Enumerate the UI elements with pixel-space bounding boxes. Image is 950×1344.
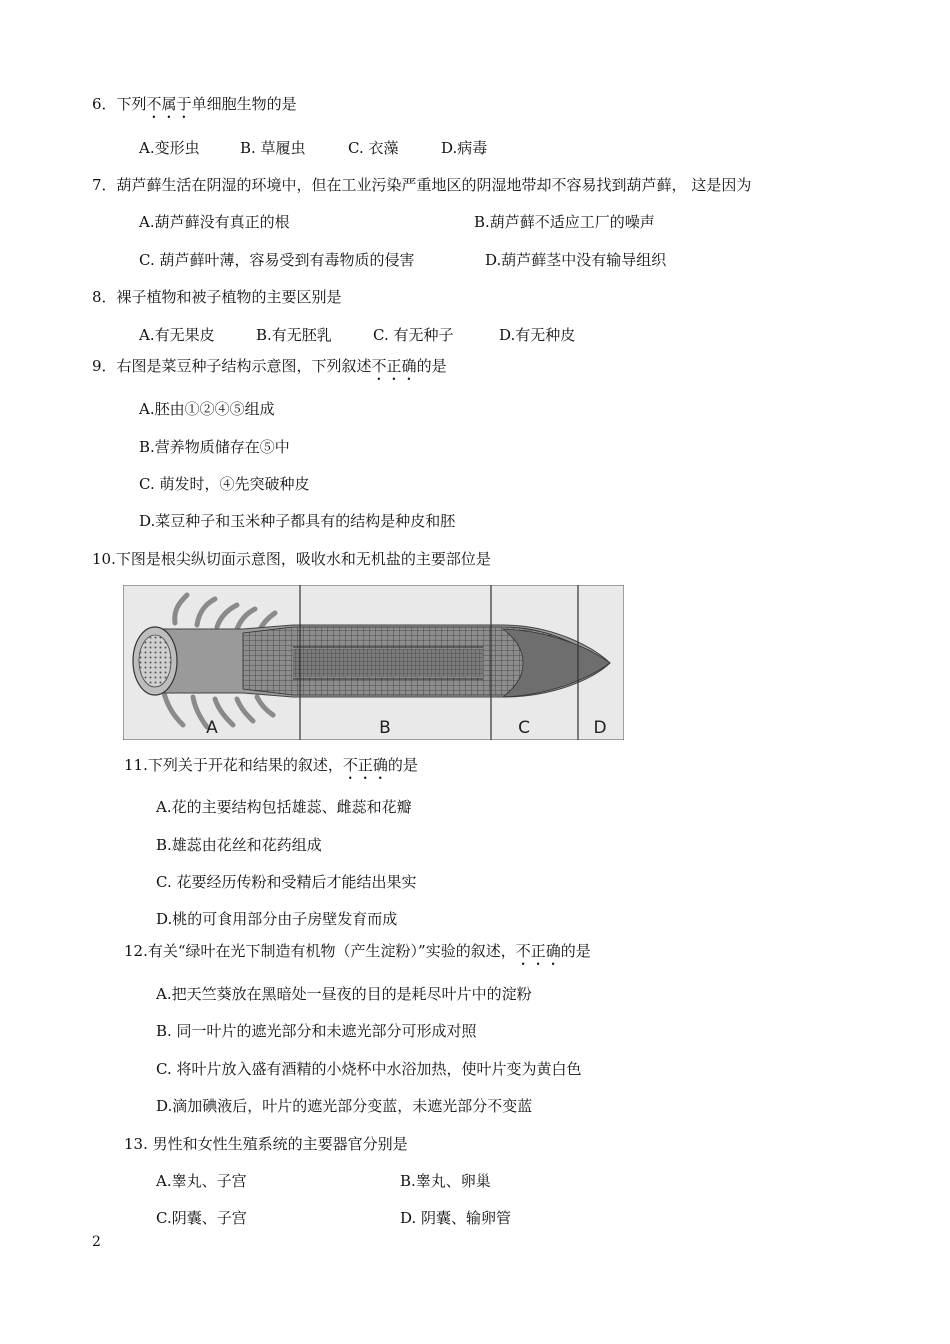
q12-stem: 12.有关“绿叶在光下制造有机物（产生淀粉）”实验的叙述，不正确的是 <box>124 942 591 960</box>
root-tip-diagram <box>123 585 624 740</box>
q6-option-c: C. 衣藻 <box>348 139 399 157</box>
q6-option-d: D.病毒 <box>441 139 488 157</box>
q9-option-b: B.营养物质储存在⑤中 <box>139 438 290 456</box>
q12-option-c: C. 将叶片放入盛有酒精的小烧杯中水浴加热，使叶片变为黄白色 <box>156 1060 582 1078</box>
q8-option-c: C. 有无种子 <box>373 326 454 344</box>
q7-stem: 7．葫芦藓生活在阴湿的环境中，但在工业污染严重地区的阴湿地带却不容易找到葫芦藓， 这是因为 <box>92 176 752 194</box>
q6-option-b: B. 草履虫 <box>240 139 306 157</box>
q13-stem: 13. 男性和女性生殖系统的主要器官分别是 <box>124 1135 408 1153</box>
q10-stem: 10.下图是根尖纵切面示意图，吸收水和无机盐的主要部位是 <box>92 550 491 568</box>
q9-option-a: A.胚由①②④⑤组成 <box>139 400 275 418</box>
diagram-label-a: A <box>206 718 218 738</box>
q8-option-b: B.有无胚乳 <box>256 326 332 344</box>
q9-stem: 9．右图是菜豆种子结构示意图，下列叙述不正确的是 <box>92 357 447 375</box>
q12-option-d: D.滴加碘液后，叶片的遮光部分变蓝，未遮光部分不变蓝 <box>156 1097 533 1115</box>
diagram-label-c: C <box>518 718 530 738</box>
q6-stem: 6．下列不属于单细胞生物的是 <box>92 95 297 113</box>
q12-option-a: A.把天竺葵放在黑暗处一昼夜的目的是耗尽叶片中的淀粉 <box>156 985 532 1003</box>
diagram-label-b: B <box>379 718 391 738</box>
q7-option-b: B.葫芦藓不适应工厂的噪声 <box>474 213 655 231</box>
q12-option-b: B. 同一叶片的遮光部分和未遮光部分可形成对照 <box>156 1022 477 1040</box>
q9-option-d: D.菜豆种子和玉米种子都具有的结构是种皮和胚 <box>139 512 456 530</box>
q11-stem: 11.下列关于开花和结果的叙述，不正确的是 <box>124 756 418 774</box>
q6-option-a: A.变形虫 <box>139 139 200 157</box>
diagram-label-d: D <box>593 718 607 738</box>
page-number: 2 <box>92 1234 101 1250</box>
q7-option-a: A.葫芦藓没有真正的根 <box>139 213 290 231</box>
q8-option-a: A.有无果皮 <box>139 326 215 344</box>
q8-stem: 8．裸子植物和被子植物的主要区别是 <box>92 288 342 306</box>
q13-option-a: A.睾丸、子宫 <box>156 1172 247 1190</box>
q11-option-d: D.桃的可食用部分由子房壁发育而成 <box>156 910 398 928</box>
q9-option-c: C. 萌发时，④先突破种皮 <box>139 475 310 493</box>
q7-option-c: C. 葫芦藓叶薄，容易受到有毒物质的侵害 <box>139 251 415 269</box>
q11-option-c: C. 花要经历传粉和受精后才能结出果实 <box>156 873 417 891</box>
q11-option-a: A.花的主要结构包括雄蕊、雌蕊和花瓣 <box>156 798 412 816</box>
q7-option-d: D.葫芦藓茎中没有输导组织 <box>485 251 667 269</box>
q11-option-b: B.雄蕊由花丝和花药组成 <box>156 836 322 854</box>
q13-option-c: C.阴囊、子宫 <box>156 1209 247 1227</box>
q13-option-b: B.睾丸、卵巢 <box>400 1172 491 1190</box>
q13-option-d: D. 阴囊、输卵管 <box>400 1209 512 1227</box>
q8-option-d: D.有无种皮 <box>499 326 576 344</box>
